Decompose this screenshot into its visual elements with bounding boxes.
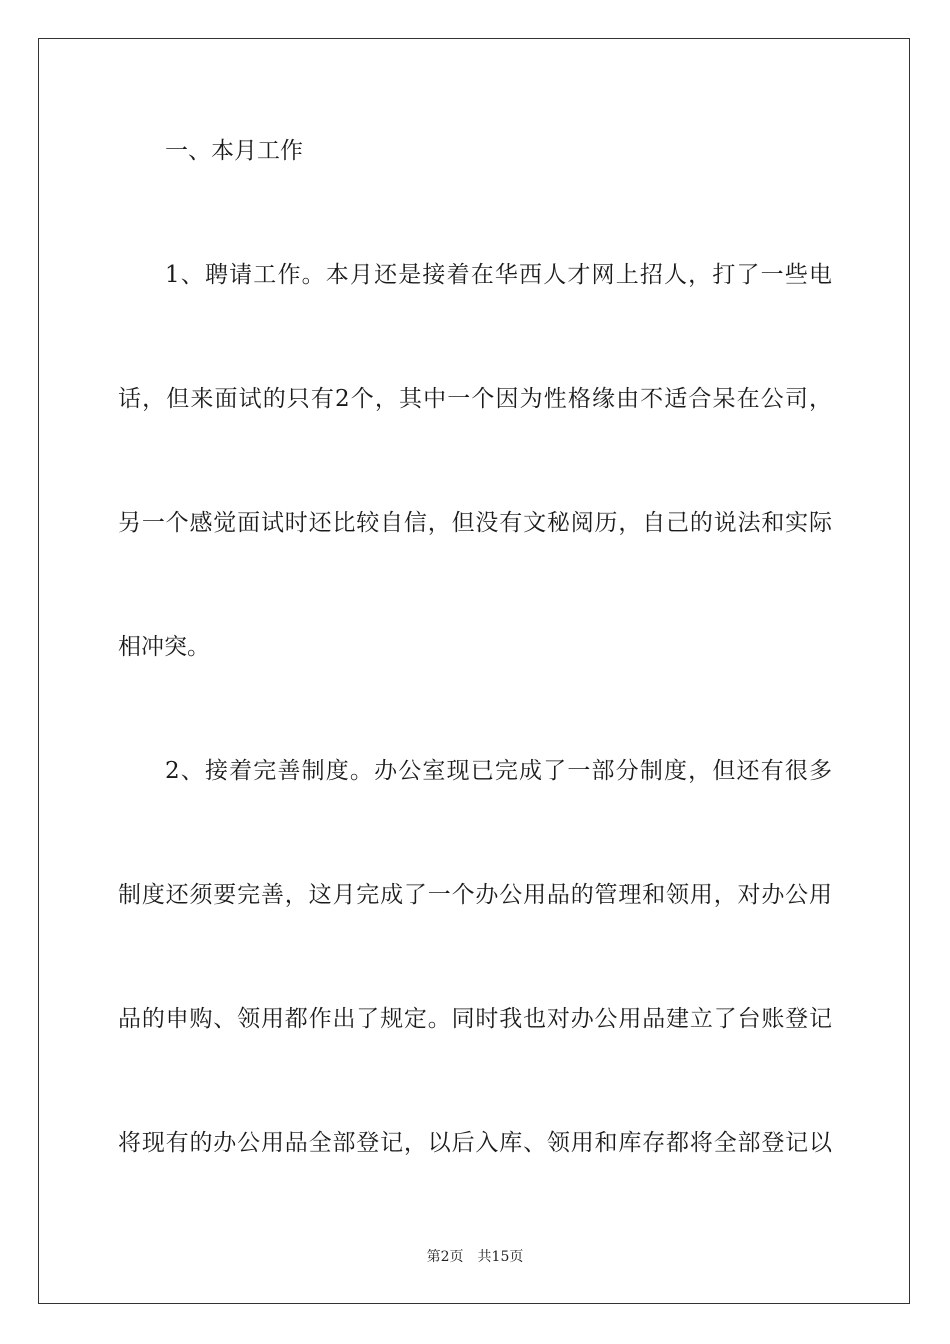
paragraph-line: 制度还须要完善，这月完成了一个办公用品的管理和领用，对办公用 bbox=[118, 882, 832, 908]
page-border bbox=[38, 38, 910, 1304]
paragraph-line: 另一个感觉面试时还比较自信，但没有文秘阅历，自己的说法和实际 bbox=[118, 510, 832, 536]
page-footer bbox=[0, 1248, 950, 1266]
paragraph-line: 品的申购、领用都作出了规定。同时我也对办公用品建立了台账登记 bbox=[118, 1006, 832, 1032]
paragraph-line: 相冲突。 bbox=[118, 634, 210, 660]
page-number: 第2页 bbox=[426, 1249, 464, 1265]
paragraph-line: 1、聘请工作。本月还是接着在华西人才网上招人，打了一些电 bbox=[165, 262, 832, 288]
section-heading: 一、本月工作 bbox=[165, 138, 303, 164]
paragraph-line: 2、接着完善制度。办公室现已完成了一部分制度，但还有很多 bbox=[165, 758, 832, 784]
page-total: 共15页 bbox=[477, 1249, 524, 1265]
paragraph-line: 将现有的办公用品全部登记，以后入库、领用和库存都将全部登记以 bbox=[118, 1130, 832, 1156]
paragraph-line: 话，但来面试的只有2个，其中一个因为性格缘由不适合呆在公司， bbox=[118, 386, 832, 412]
